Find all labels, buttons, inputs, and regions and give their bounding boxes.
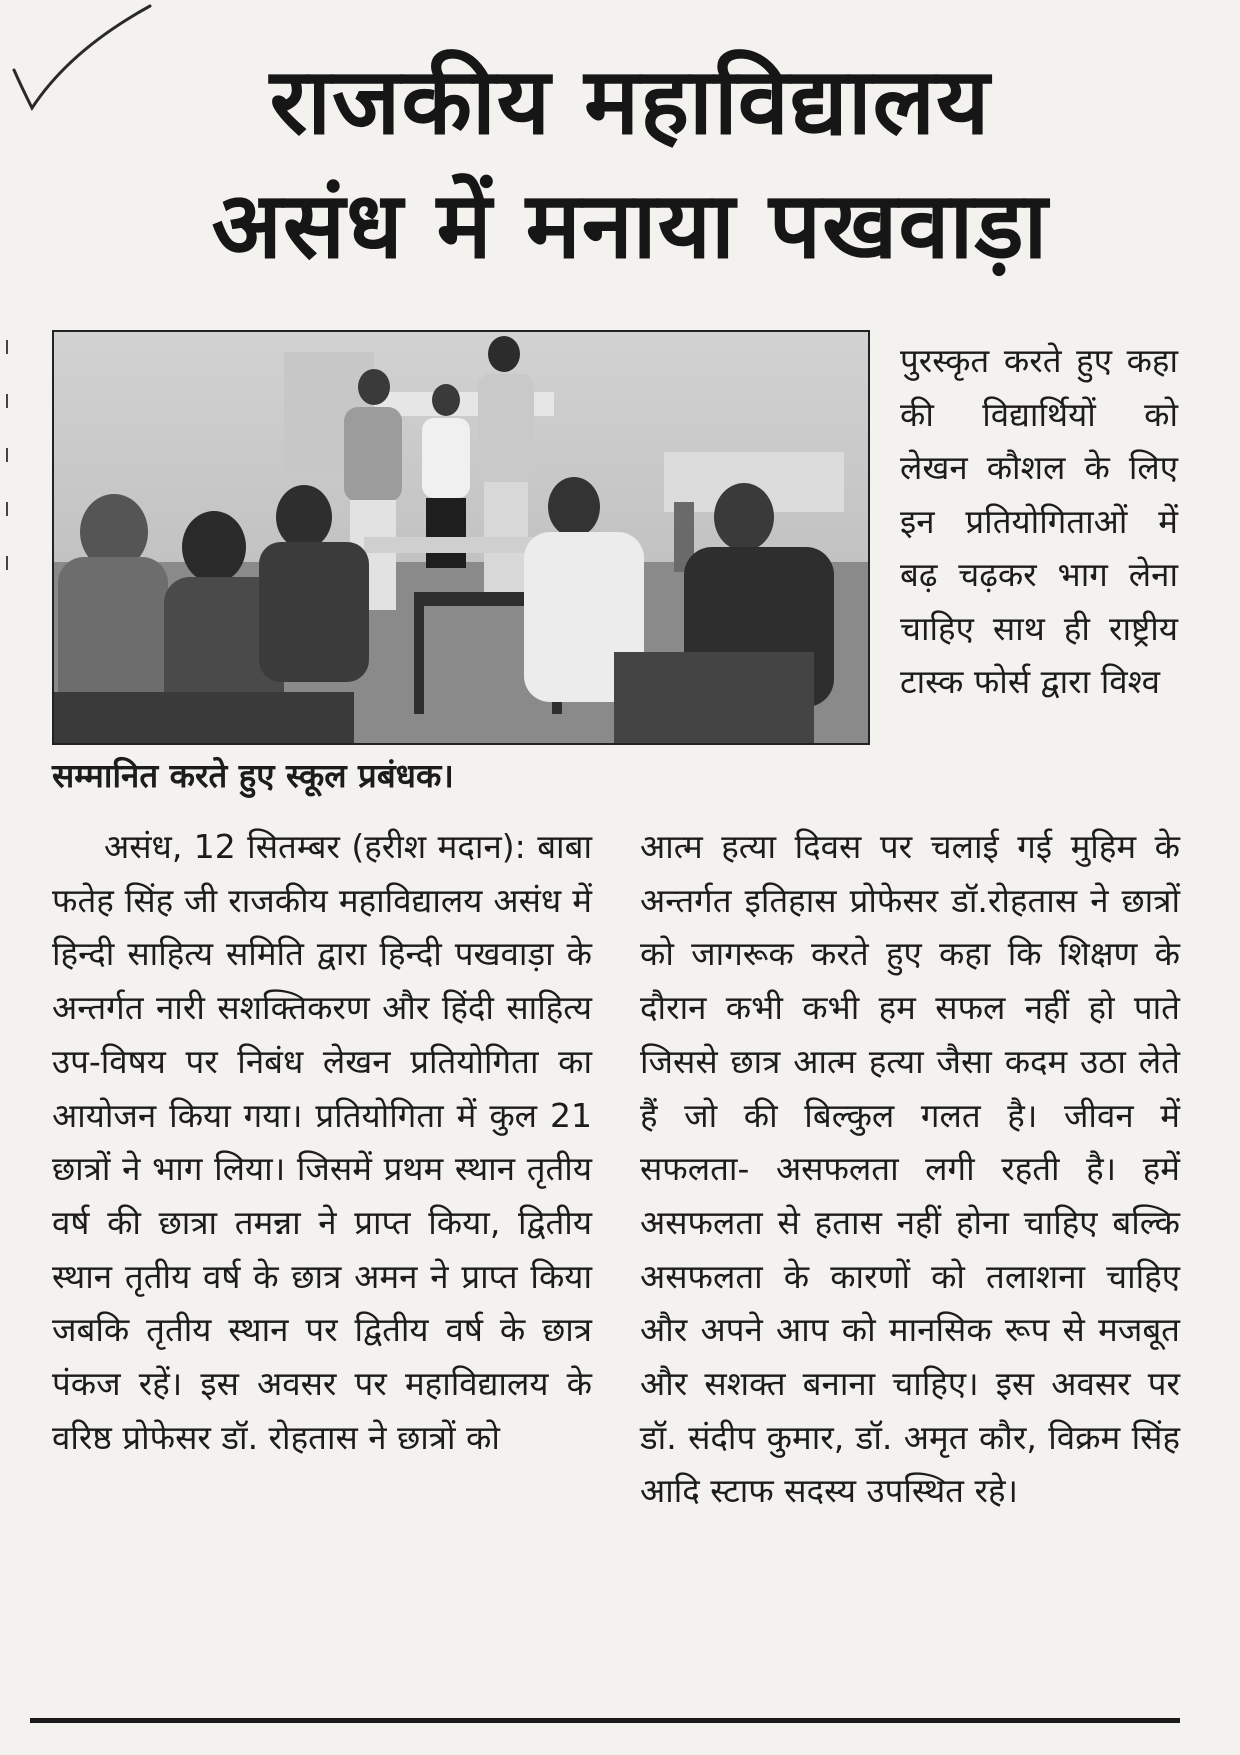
bottom-rule (30, 1718, 1180, 1723)
margin-marks (6, 340, 12, 600)
photo-caption: सम्मानित करते हुए स्कूल प्रबंधक। (52, 756, 454, 795)
article-right-column (640, 820, 1180, 1518)
article-left-column (52, 820, 592, 1464)
news-photo (52, 330, 870, 745)
right-column-paragraph: आत्म हत्या दिवस पर चलाई गई मुहिम के अन्तर्गत इतिहास प्रोफेसर डॉ.रोहतास ने छात्रों को जागरूक करते हुए कहा कि शिक्षण के दौरान कभी कभी हम सफल नहीं हो पाते जिससे छात्र आत्म हत्या जैसा कदम उठा लेते हैं जो की बिल्कुल गलत है। जीवन में सफलता- असफलता लगी रहती है। हमें असफलता से हतास नहीं होना चाहिए बल्कि असफलता के कारणों को तलाशना चाहिए और अपने आप को मानसिक रूप से मजबूत और सशक्त बनाना चाहिए। इस अवसर पर डॉ. संदीप कुमार, डॉ. अमृत कौर, विक्रम सिंह आदि स्टाफ सदस्य उपस्थित रहे। (640, 827, 1180, 1511)
event-photo-illustration (54, 332, 868, 743)
left-column-paragraph: असंध, 12 सितम्बर (हरीश मदान): बाबा फतेह सिंह जी राजकीय महाविद्यालय असंध में हिन्दी साहित्य समिति द्वारा हिन्दी पखवाड़ा के अन्तर्गत नारी सशक्तिकरण और हिंदी साहित्य उप-विषय पर निबंध लेखन प्रतियोगिता का आयोजन किया गया। प्रतियोगिता में कुल 21 छात्रों ने भाग लिया। जिसमें प्रथम स्थान तृतीय वर्ष की छात्रा तमन्ना ने प्राप्त किया, द्वितीय स्थान तृतीय वर्ष के छात्र अमन ने प्राप्त किया जबकि तृतीय स्थान पर द्वितीय वर्ष के छात्र पंकज रहें। इस अवसर पर महाविद्यालय के वरिष्ठ प्रोफेसर डॉ. रोहतास ने छात्रों को (52, 827, 592, 1457)
headline-line-2: असंध में मनाया पखवाड़ा (211, 172, 1049, 279)
headline-line-1: राजकीय महाविद्यालय (269, 48, 991, 155)
side-column-text: पुरस्कृत करते हुए कहा की विद्यार्थियों को लेखन कौशल के लिए इन प्रतियोगिताओं में बढ़ चढ़कर भाग लेना चाहिए साथ ही राष्ट्रीय टास्क फोर्स द्वारा विश्व (900, 341, 1178, 701)
headline (40, 40, 1220, 288)
